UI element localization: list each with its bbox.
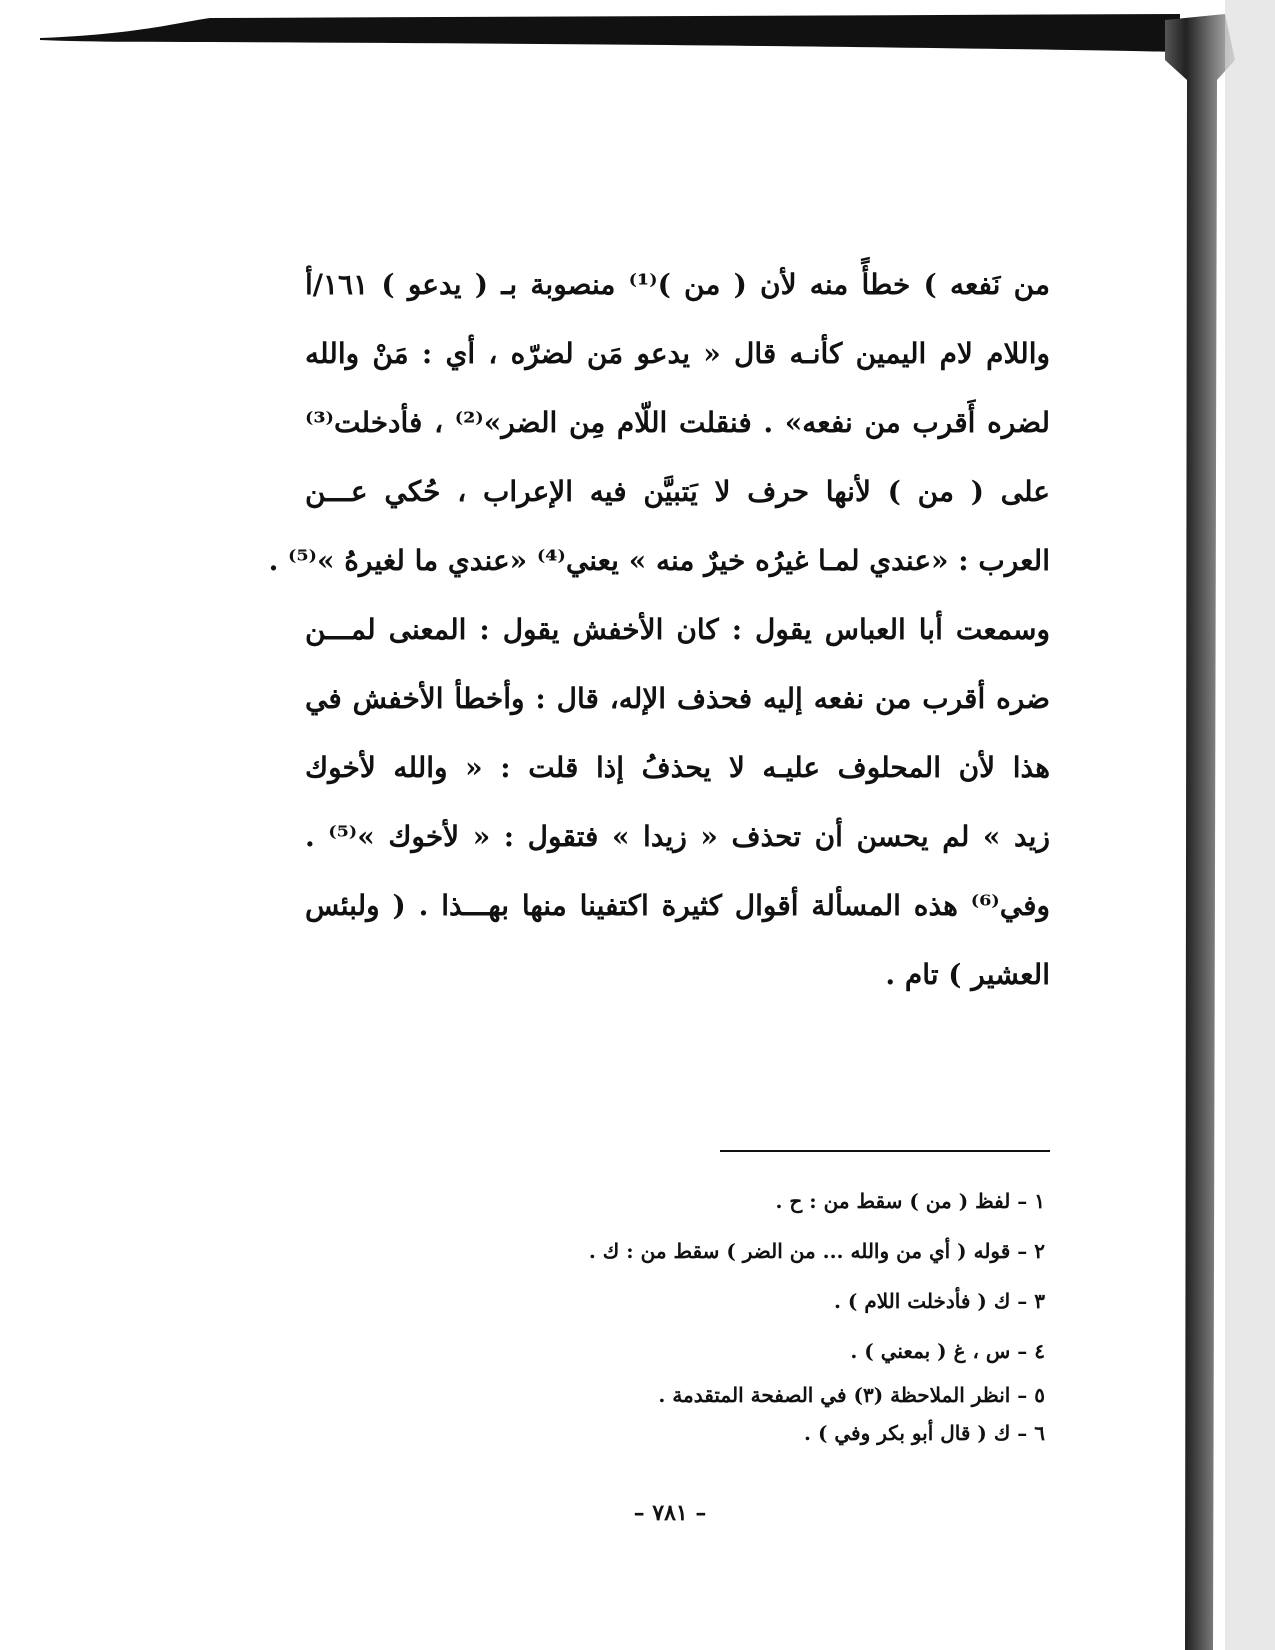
footnote: ٤ – س ، غ ( بمعني ) . xyxy=(850,1339,1045,1363)
body-line: لضره أَقرب من نفعه» . فنقلت اللّام مِن الضر»⁽²⁾ ، فأدخلت⁽³⁾ xyxy=(305,406,1050,439)
body-line: على ( من ) لأنها حرف لا يَتبيَّن فيه الإعراب ، حُكي عـــن xyxy=(305,475,1050,508)
page-number: – ٧٨١ – xyxy=(633,1500,707,1526)
footnote-separator xyxy=(720,1150,1050,1152)
footnote: ٥ – انظر الملاحظة (٣) في الصفحة المتقدمة . xyxy=(658,1383,1045,1407)
footnote: ٣ – ك ( فأدخلت اللام ) . xyxy=(833,1289,1045,1313)
body-line: هذا لأن المحلوف عليـه لا يحذفُ إذا قلت : « والله لأخوك xyxy=(305,751,1050,784)
body-line: زيد » لم يحسن أن تحذف « زيدا » فتقول : « لأخوك »⁽⁵⁾ . xyxy=(305,820,1050,853)
body-line: العرب : «عندي لمـا غيرُه خيرٌ منه » يعني⁽⁴⁾ «عندي ما لغيرهُ »⁽⁵⁾ . xyxy=(268,544,1050,577)
footnote: ٢ – قوله ( أي من والله ... من الضر ) سقط من : ك . xyxy=(588,1239,1045,1263)
body-line: وفي⁽⁶⁾ هذه المسألة أقوال كثيرة اكتفينا منها بهـــذا . ( ولبئس xyxy=(305,889,1050,922)
body-line: العشير ) تام . xyxy=(885,958,1050,991)
footnote: ٦ – ك ( قال أبو بكر وفي ) . xyxy=(804,1421,1045,1445)
body-line: من نَفعه ) خطأً منه لأن ( من )⁽¹⁾ منصوبة بـ ( يدعو ) ١٦١/أ xyxy=(305,268,1050,301)
book-spine-shadow xyxy=(1165,0,1275,1650)
body-line: وسمعت أبا العباس يقول : كان الأخفش يقول : المعنى لمـــن xyxy=(305,613,1050,646)
body-line: واللام لام اليمين كأنـه قال « يدعو مَن لضرّه ، أي : مَنْ والله xyxy=(305,337,1050,370)
main-body-text xyxy=(268,250,1050,1009)
footnote: ١ – لفظ ( من ) سقط من : ح . xyxy=(775,1189,1045,1213)
footnotes xyxy=(420,1176,1045,1452)
page-top-edge-shadow xyxy=(0,0,1275,60)
body-line: ضره أقرب من نفعه إليه فحذف الإله، قال : وأخطأ الأخفش في xyxy=(305,682,1050,715)
